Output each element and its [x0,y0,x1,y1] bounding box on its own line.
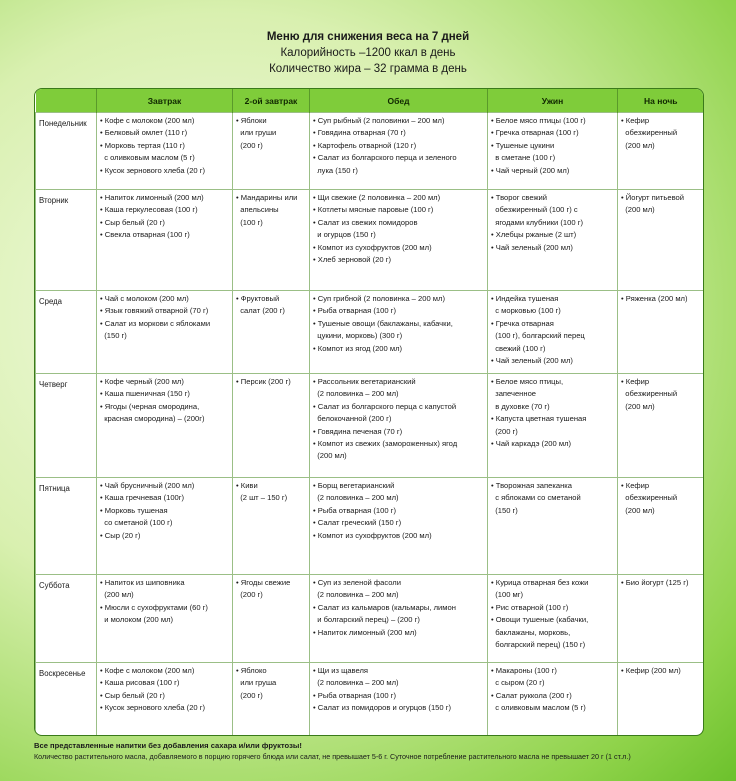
menu-item-line: и болгарский перец) – (200 г) [313,615,420,625]
col-header-lunch: Обед [310,89,488,113]
menu-item-line: • Яблоки [236,116,267,125]
menu-item-line: • Яблоко [236,666,267,675]
menu-item-line: с сыром (20 г) [491,678,545,688]
menu-item-line: • Био йогурт (125 г) [621,578,689,587]
menu-item-line: • Кусок зернового хлеба (20 г) [100,165,206,175]
breakfast-cell [97,190,233,291]
menu-item-line: • Творог свежий [491,193,548,202]
menu-item-line: • Рыба отварная (100 г) [313,690,396,700]
col-header-second-breakfast: 2-ой завтрак [233,89,310,113]
menu-item-line: • Борщ вегетарианский [313,481,395,490]
col-header-day [36,89,97,113]
second-cell [233,190,310,291]
menu-item-line: (2 половинка – 200 мл) [313,493,399,503]
menu-item-line: • Хлебцы ржаные (2 шт) [491,230,577,240]
menu-item-line: • Кефир [621,377,650,386]
menu-item-line: • Белковый омлет (110 г) [100,128,188,138]
menu-item-line: в духовке (70 г) [491,401,550,411]
menu-item-line: • Белое мясо птицы (100 г) [491,116,586,125]
menu-item-line: (2 половинка – 200 мл) [313,389,399,399]
menu-item-line: • Капуста цветная тушеная [491,414,587,424]
menu-item-line: • Рассольник вегетарианский [313,377,416,386]
menu-title: Меню для снижения веса на 7 дней [266,31,470,43]
menu-item-line: (200 мл) [313,451,347,461]
menu-item-line: • Суп грибной (2 половинка – 200 мл) [313,294,445,303]
dinner-cell [488,575,618,663]
menu-item-line: белокочанной (200 г) [313,414,392,424]
menu-item-line: (150 г) [491,505,518,515]
menu-item-line: • Йогурт питьевой [621,193,685,202]
second-cell [233,575,310,663]
menu-item-line: • Напиток лимонный (200 мл) [100,193,204,202]
table-row [36,478,704,575]
day-cell: Суббота [36,575,97,663]
menu-item-line: болгарский перец) (150 г) [491,640,586,650]
menu-item-line: с оливковым маслом (5 г) [100,153,195,163]
menu-item-line: • Рыба отварная (100 г) [313,505,396,515]
menu-item-line: (200 г) [236,690,263,700]
menu-item-line: • Морковь тушеная [100,505,168,515]
menu-item-line: • Кофе черный (200 мл) [100,377,184,386]
menu-item-line: • Мандарины или [236,193,298,202]
lunch-cell [310,190,488,291]
menu-item-line: • Морковь тертая (110 г) [100,140,185,150]
menu-item-line: • Сыр (20 г) [100,530,141,540]
menu-item-line: (200 г) [236,590,263,600]
menu-item-line: • Каша рисовая (100 г) [100,678,180,688]
menu-item-line: • Компот из сухофруктов (200 мл) [313,242,432,252]
menu-item-line: • Салат из кальмаров (кальмары, лимон [313,602,456,612]
menu-item-line: лука (150 г) [313,165,358,175]
menu-item-line: (200 мл) [621,205,655,215]
menu-table [34,88,704,736]
night-cell [618,291,704,374]
menu-item-line: • Макароны (100 г) [491,666,557,675]
menu-item-line: • Салат из моркови с яблоками [100,318,211,328]
menu-item-line: с оливковым маслом (5 г) [491,703,586,713]
menu-item-line: или груша [236,678,277,688]
menu-item-line: • Салат греческий (150 г) [313,518,402,528]
menu-item-line: • Киви [236,481,258,490]
menu-item-line: с яблоками со сметаной [491,493,581,503]
lunch-cell [310,113,488,190]
menu-item-line: • Суп рыбный (2 половинки – 200 мл) [313,116,445,125]
lunch-cell [310,374,488,478]
menu-item-line: • Говядина печеная (70 г) [313,426,403,436]
menu-item-line: или груши [236,128,277,138]
menu-item-line: • Салат из болгарского перца и зеленого [313,153,457,163]
day-cell: Среда [36,291,97,374]
menu-item-line: • Чай зеленый (200 мл) [491,242,573,252]
menu-item-line: • Сыр белый (20 г) [100,690,165,700]
day-cell: Пятница [36,478,97,575]
lunch-cell [310,575,488,663]
dinner-cell [488,190,618,291]
menu-item-line: (200 мл) [621,140,655,150]
menu-item-line: (2 шт – 150 г) [236,493,288,503]
menu-item-line: обезжиренный [621,389,678,399]
night-cell [618,575,704,663]
menu-item-line: • Щи свежие (2 половинка – 200 мл) [313,193,441,202]
menu-item-line: в сметане (100 г) [491,153,556,163]
lunch-cell [310,663,488,736]
menu-item-line: • Кофе с молоком (200 мл) [100,116,195,125]
table-row [36,575,704,663]
fat-line: Количество жира – 32 грамма в день [269,63,467,75]
menu-item-line: свежий (100 г) [491,343,546,353]
menu-item-line: цукини, морковь) (300 г) [313,331,403,341]
menu-item-line: • Хлеб зерновой (20 г) [313,255,392,265]
dinner-cell [488,291,618,374]
calories-line: Калорийность –1200 ккал в день [280,47,456,59]
menu-item-line: • Чай брусничный (200 мл) [100,481,195,490]
menu-item-line: • Компот из сухофруктов (200 мл) [313,530,432,540]
menu-item-line: • Кофе с молоком (200 мл) [100,666,195,675]
menu-item-line: • Каша геркулесовая (100 г) [100,205,198,215]
menu-item-line: • Творожная запеканка [491,481,572,490]
menu-item-line: • Салат из свежих помидоров [313,217,418,227]
menu-item-line: апельсины [236,205,279,215]
menu-item-line: • Тушеные цукини [491,140,555,150]
menu-item-line: и молоком (200 мл) [100,615,174,625]
footer-note-drinks: Все представленные напитки без добавления сахара и/или фруктозы! [34,741,302,750]
menu-item-line: (2 половинка – 200 мл) [313,678,399,688]
menu-item-line: (200 мл) [621,505,655,515]
page-header [0,30,736,77]
menu-item-line: и огурцов (150 г) [313,230,376,240]
menu-item-line: (100 г) [236,217,263,227]
menu-item-line: • Кефир [621,116,650,125]
dinner-cell [488,663,618,736]
menu-item-line: • Ягоды свежие [236,578,291,587]
table-row [36,291,704,374]
dinner-cell [488,374,618,478]
menu-item-line: • Гречка отварная (100 г) [491,128,579,138]
menu-item-line: • Мюсли с сухофруктами (60 г) [100,602,208,612]
menu-item-line: (200 г) [236,140,263,150]
table-row [36,113,704,190]
breakfast-cell [97,663,233,736]
menu-item-line: • Салат из болгарского перца с капустой [313,401,457,411]
menu-item-line: • Компот из ягод (200 мл) [313,343,403,353]
breakfast-cell [97,478,233,575]
menu-item-line: • Компот из свежих (замороженных) ягод [313,439,458,449]
menu-item-line: • Ягоды (черная смородина, [100,401,200,411]
menu-item-line: • Курица отварная без кожи [491,578,589,587]
day-cell: Четверг [36,374,97,478]
menu-item-line: • Чай черный (200 мл) [491,165,570,175]
col-header-breakfast: Завтрак [97,89,233,113]
menu-item-line: • Говядина отварная (70 г) [313,128,406,138]
menu-item-line: (100 мг) [491,590,524,600]
menu-item-line: обезжиренный [621,128,678,138]
menu-item-line: • Рис отварной (100 г) [491,602,569,612]
menu-item-line: обезжиренный (100 г) с [491,205,578,215]
menu-item-line: • Сыр белый (20 г) [100,217,165,227]
menu-item-line: (150 г) [100,331,127,341]
menu-item-line: • Каша гречневая (100г) [100,493,185,503]
second-cell [233,113,310,190]
breakfast-cell [97,374,233,478]
breakfast-cell [97,291,233,374]
night-cell [618,663,704,736]
breakfast-cell [97,113,233,190]
second-cell [233,374,310,478]
footer-notes [34,740,724,762]
menu-item-line: с морковью (100 г) [491,306,561,316]
menu-item-line: • Напиток лимонный (200 мл) [313,627,417,637]
night-cell [618,374,704,478]
menu-item-line: • Ряженка (200 мл) [621,294,688,303]
day-cell: Понедельник [36,113,97,190]
menu-item-line: • Язык говяжий отварной (70 г) [100,306,209,316]
day-cell: Вторник [36,190,97,291]
menu-item-line: (100 г), болгарский перец [491,331,585,341]
menu-item-line: (200 мл) [621,401,655,411]
menu-item-line: • Рыба отварная (100 г) [313,306,396,316]
menu-item-line: красная смородина) – (200г) [100,414,205,424]
menu-item-line: • Чай с молоком (200 мл) [100,294,189,303]
menu-item-line: • Овощи тушеные (кабачки, [491,615,589,625]
night-cell [618,113,704,190]
col-header-dinner: Ужин [488,89,618,113]
menu-item-line: • Напиток из шиповника [100,578,185,587]
menu-item-line: • Белое мясо птицы, [491,377,564,386]
menu-item-line: • Кефир (200 мл) [621,666,681,675]
menu-item-line: • Индейка тушеная [491,294,559,303]
night-cell [618,190,704,291]
menu-item-line: • Салат руккола (200 г) [491,690,572,700]
dinner-cell [488,478,618,575]
menu-item-line: (200 г) [491,426,518,436]
second-cell [233,291,310,374]
menu-item-line: • Гречка отварная [491,318,554,328]
menu-item-line: • Свекла отварная (100 г) [100,230,190,240]
menu-item-line: запеченное [491,389,537,399]
menu-item-line: • Щи из щавеля [313,666,369,675]
menu-item-line: • Тушеные овощи (баклажаны, кабачки, [313,318,453,328]
menu-item-line: со сметаной (100 г) [100,518,173,528]
table-row [36,190,704,291]
table-header-row [36,89,704,113]
menu-item-line: обезжиренный [621,493,678,503]
menu-item-line: • Кусок зернового хлеба (20 г) [100,703,206,713]
col-header-night: На ночь [618,89,704,113]
menu-item-line: • Котлеты мясные паровые (100 г) [313,205,434,215]
menu-item-line: • Суп из зеленой фасоли [313,578,401,587]
menu-item-line: (2 половинка – 200 мл) [313,590,399,600]
table-row [36,374,704,478]
second-cell [233,663,310,736]
menu-item-line: • Персик (200 г) [236,377,291,386]
menu-item-line: • Каша пшеничная (150 г) [100,389,190,399]
menu-item-line: • Кефир [621,481,650,490]
dinner-cell [488,113,618,190]
day-cell: Воскресенье [36,663,97,736]
menu-item-line: • Фруктовый [236,294,280,303]
lunch-cell [310,291,488,374]
table-row [36,663,704,736]
footer-note-oil: Количество растительного масла, добавляемого в порцию горячего блюда или салат, не превышает 5-6 г. Суточное потребление растительного масла не превышает 20 г (1 ст.л.) [34,752,631,761]
menu-item-line: ягодами клубники (100 г) [491,217,584,227]
menu-item-line: • Картофель отварной (120 г) [313,140,417,150]
menu-item-line: баклажаны, морковь, [491,627,571,637]
second-cell [233,478,310,575]
menu-item-line: салат (200 г) [236,306,285,316]
menu-item-line: (200 мл) [100,590,134,600]
breakfast-cell [97,575,233,663]
menu-item-line: • Салат из помидоров и огурцов (150 г) [313,703,452,713]
night-cell [618,478,704,575]
menu-item-line: • Чай зеленый (200 мл) [491,356,573,366]
menu-item-line: • Чай каркадэ (200 мл) [491,439,572,449]
lunch-cell [310,478,488,575]
